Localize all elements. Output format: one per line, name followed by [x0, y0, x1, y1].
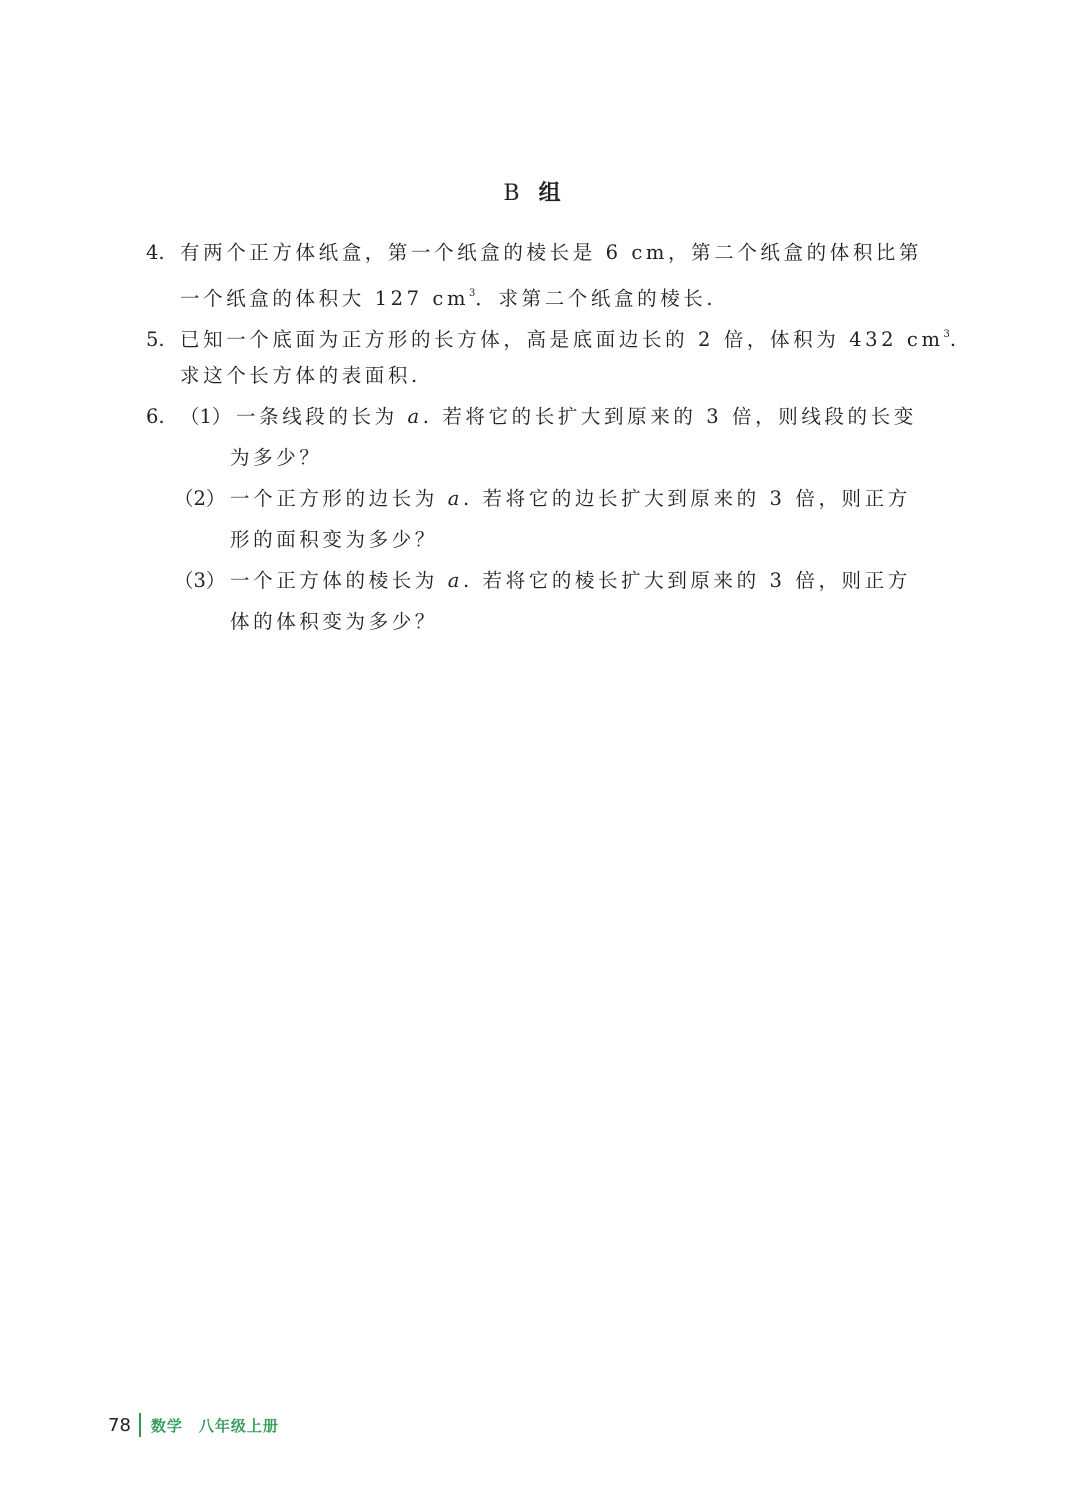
problem-6-part-1-line-1: [146, 396, 942, 437]
subproblem-label: （1）: [180, 405, 232, 428]
variable: a: [447, 569, 463, 592]
problem-6-part-3-line-1: [146, 560, 942, 601]
problem-6-part-3-line-2: [146, 601, 942, 642]
problem-4: [146, 232, 942, 314]
subproblem-label: （2）: [174, 487, 226, 510]
problem-number: 6.: [146, 405, 165, 428]
problem-6: [146, 396, 942, 642]
problem-text: 已知一个底面为正方形的长方体，高是底面边长的 2 倍，体积为 432 cm: [180, 328, 944, 351]
problem-number: 4.: [146, 241, 165, 264]
page-number: 78: [108, 1414, 131, 1436]
problem-text: 求这个长方体的表面积.: [180, 364, 421, 387]
subproblem-label: （3）: [174, 569, 226, 592]
problem-text: ．求第二个纸盒的棱长.: [475, 287, 717, 310]
problem-number: 5.: [146, 328, 165, 351]
problem-text: .: [949, 328, 960, 351]
problem-6-part-1-line-2: [146, 437, 942, 478]
problem-5-line-2: [146, 355, 942, 396]
problem-6-part-2-line-1: [146, 478, 942, 519]
variable: a: [447, 487, 463, 510]
problem-text: 为多少？: [230, 446, 323, 469]
problem-text: . 若将它的棱长扩大到原来的 3 倍，则正方: [462, 569, 911, 592]
problem-text: 有两个正方体纸盒，第一个纸盒的棱长是 6 cm，第二个纸盒的体积比第: [180, 241, 923, 264]
problem-text: 一个正方体的棱长为: [230, 569, 448, 592]
problem-text: . 若将它的边长扩大到原来的 3 倍，则正方: [462, 487, 911, 510]
problem-6-part-2-line-2: [146, 519, 942, 560]
problem-text: 形的面积变为多少？: [230, 528, 438, 551]
group-heading: [0, 176, 1066, 207]
footer-divider: [139, 1413, 141, 1437]
exercise-list: [146, 232, 960, 642]
group-letter: B: [503, 181, 522, 206]
problem-text: 一条线段的长为: [236, 405, 408, 428]
exponent: 3: [943, 329, 950, 340]
book-title: 数学 八年级上册: [150, 1416, 279, 1435]
problem-4-line-2: [146, 273, 942, 314]
exponent: 3: [469, 288, 476, 299]
problem-4-line-1: [146, 232, 942, 273]
problem-text: 一个纸盒的体积大 127 cm: [180, 287, 470, 310]
problem-text: 一个正方形的边长为: [230, 487, 448, 510]
variable: a: [407, 405, 423, 428]
problem-5-line-1: [146, 314, 960, 355]
group-name: 组: [538, 181, 563, 206]
problem-text: . 若将它的长扩大到原来的 3 倍，则线段的长变: [422, 405, 917, 428]
problem-text: 体的体积变为多少？: [230, 610, 438, 633]
page-footer: [108, 1412, 279, 1438]
problem-5: [146, 314, 960, 396]
